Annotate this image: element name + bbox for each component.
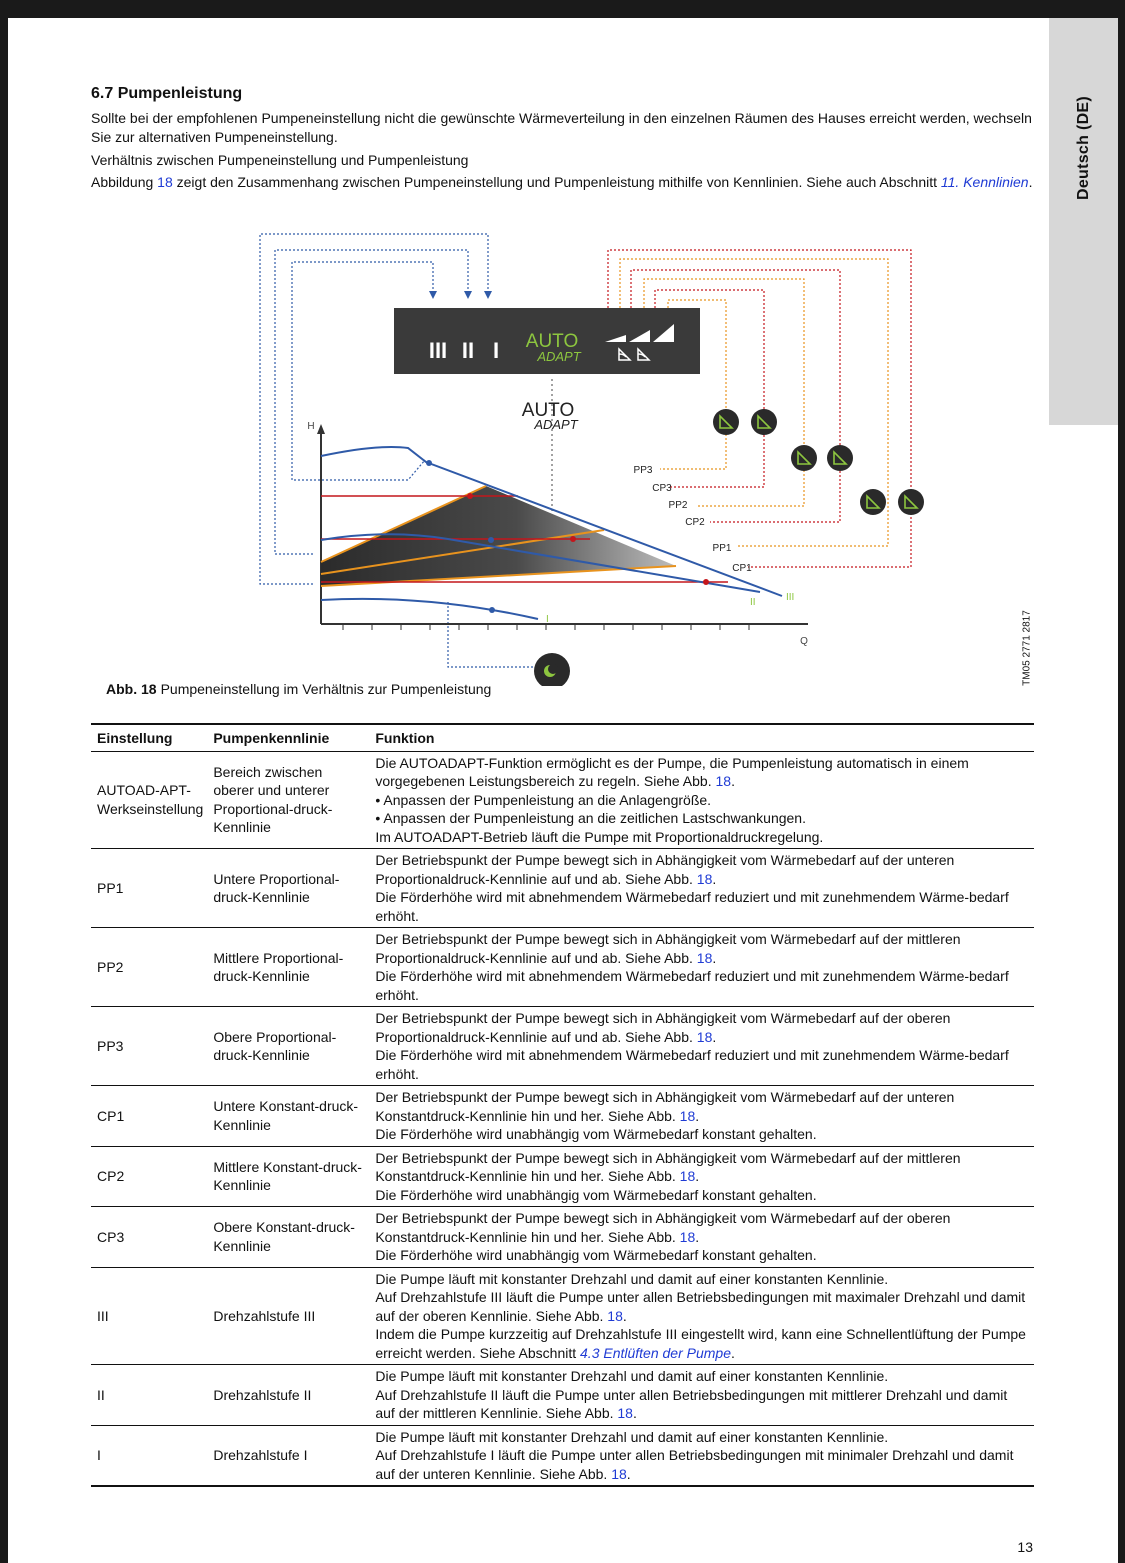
function-text: Auf Drehzahlstufe I läuft die Pumpe unter allen Betriebsbedingungen mit minimaler Drehzahl und damit auf der unteren Kennlinie. Siehe Abb.: [375, 1447, 1014, 1482]
figure-link[interactable]: 18: [157, 174, 173, 190]
table-row: [91, 751, 1034, 849]
function-cell: [369, 1007, 1034, 1086]
setting-cell: CP1: [91, 1086, 207, 1147]
label-CP1: CP1: [732, 563, 752, 574]
table-row: [91, 1365, 1034, 1426]
function-end: .: [695, 1107, 700, 1124]
speed-connectors: [260, 234, 533, 667]
setting-cell: I: [91, 1425, 207, 1486]
page-number: 13: [1017, 1539, 1033, 1555]
function-end: .: [695, 1168, 700, 1184]
function-line: [375, 1046, 1030, 1083]
mode-connectors: [608, 250, 911, 567]
function-text: Auf Drehzahlstufe III läuft die Pumpe unter allen Betriebsbedingungen mit maximaler Drehzahl und damit auf der oberen Kennlinie. Siehe Abb.: [375, 1289, 1026, 1324]
section-link-entlueften[interactable]: 4.3 Entlüften der Pumpe: [580, 1344, 732, 1361]
setting-cell: III: [91, 1267, 207, 1365]
function-text: Der Betriebspunkt der Pumpe bewegt sich in Abhängigkeit vom Wärmebedarf auf der oberen Konstantdruck-Kennlinie hin und her. Siehe Abb.: [375, 1210, 951, 1245]
function-cell: [369, 849, 1034, 928]
header-pumpenkennlinie: Pumpenkennlinie: [207, 724, 369, 751]
curve-cell: Mittlere Proportional-druck-Kennlinie: [207, 928, 369, 1007]
figure-link[interactable]: 18: [679, 1228, 696, 1245]
h-axis-label: H: [307, 421, 315, 432]
function-text: Der Betriebspunkt der Pumpe bewegt sich in Abhängigkeit vom Wärmebedarf auf der mittleren Konstantdruck-Kennlinie hin und her. Siehe Abb.: [375, 1149, 961, 1184]
function-cell: [369, 1086, 1034, 1147]
function-text: Der Betriebspunkt der Pumpe bewegt sich in Abhängigkeit vom Wärmebedarf auf der mittleren Proportionaldruck-Kennlinie auf und ab. Siehe Abb.: [375, 931, 961, 966]
function-line: [375, 967, 1030, 1004]
pump-curve-figure: [248, 224, 938, 686]
function-cell: [369, 1267, 1034, 1365]
curve-cell: Obere Konstant-druck-Kennlinie: [207, 1207, 369, 1268]
table-row: [91, 1207, 1034, 1268]
function-text: Der Betriebspunkt der Pumpe bewegt sich in Abhängigkeit vom Wärmebedarf auf der unteren Konstantdruck-Kennlinie hin und her. Siehe Abb.: [375, 1089, 955, 1124]
subheading-paragraph: Verhältnis zwischen Pumpeneinstellung und Pumpenleistung: [91, 152, 469, 168]
curve-cell: Drehzahlstufe I: [207, 1425, 369, 1486]
q-axis-label: Q: [800, 636, 808, 647]
settings-table: [91, 723, 1034, 1487]
function-end: .: [712, 870, 717, 887]
panel-auto: AUTO: [525, 331, 579, 352]
label-speed-I: I: [546, 614, 549, 625]
figure-link[interactable]: 18: [617, 1405, 633, 1421]
function-line: [375, 1386, 1030, 1423]
panel-speed-III: III: [428, 338, 448, 363]
graph-adapt-label: ADAPT: [534, 417, 578, 432]
label-speed-II: II: [750, 597, 756, 608]
setting-cell: PP2: [91, 928, 207, 1007]
function-text: Die Förderhöhe wird mit abnehmendem Wärmebedarf reduziert und mit zunehmendem Wärme-bedarf erhöht.: [375, 968, 1009, 1003]
curve-cell: Drehzahlstufe II: [207, 1365, 369, 1426]
function-line: [375, 930, 1030, 967]
curve-cell: Bereich zwischen oberer und unterer Proportional-druck-Kennlinie: [207, 751, 369, 849]
function-line: [375, 1428, 1030, 1447]
function-cell: [369, 1365, 1034, 1426]
setting-cell: CP3: [91, 1207, 207, 1268]
function-end: .: [622, 1307, 627, 1324]
para3-text: Abbildung: [91, 174, 158, 190]
manual-page: [8, 18, 1118, 1563]
table-header-row: [91, 724, 1034, 751]
setting-cell: PP3: [91, 1007, 207, 1086]
figure-link[interactable]: 18: [679, 1168, 696, 1184]
label-PP1: PP1: [712, 543, 732, 554]
graph-auto-label: AUTO: [521, 400, 575, 421]
setting-cell: CP2: [91, 1146, 207, 1207]
para3-text-2: zeigt den Zusammenhang zwischen Pumpeneinstellung und Pumpenleistung mithilfe von Kennlinien. Siehe auch Abschnitt: [172, 174, 941, 190]
table-row: [91, 1007, 1034, 1086]
figure-link[interactable]: 18: [715, 773, 732, 789]
figure-link[interactable]: 18: [696, 870, 713, 887]
function-line: [375, 1009, 1030, 1046]
function-line: [375, 809, 1030, 828]
function-text: Der Betriebspunkt der Pumpe bewegt sich in Abhängigkeit vom Wärmebedarf auf der unteren Proportionaldruck-Kennlinie auf und ab. Siehe Abb.: [375, 852, 955, 887]
curve-cell: Drehzahlstufe III: [207, 1267, 369, 1365]
label-PP2: PP2: [668, 500, 688, 511]
setting-cell: AUTOAD-APT-Werkseinstellung: [91, 751, 207, 849]
function-cell: [369, 1425, 1034, 1486]
function-line: [375, 1270, 1030, 1289]
figure-link[interactable]: 18: [696, 949, 713, 966]
function-cell: [369, 928, 1034, 1007]
figure-link[interactable]: 18: [696, 1028, 713, 1045]
table-row: [91, 1267, 1034, 1365]
function-end: .: [712, 949, 717, 966]
setting-cell: II: [91, 1365, 207, 1426]
caption-label: Abb. 18: [106, 681, 157, 697]
function-line: [375, 851, 1030, 888]
function-line: [375, 1209, 1030, 1246]
function-text: Die Förderhöhe wird unabhängig vom Wärmebedarf konstant gehalten.: [375, 1186, 817, 1203]
function-cell: [369, 751, 1034, 849]
function-text: Die Pumpe läuft mit konstanter Drehzahl und damit auf einer konstanten Kennlinie.: [375, 1270, 889, 1287]
figure-reference-paragraph: [91, 173, 1036, 192]
figure-link[interactable]: 18: [679, 1107, 696, 1124]
label-speed-III: III: [786, 592, 795, 603]
function-cell: [369, 1207, 1034, 1268]
language-tab: [1049, 18, 1118, 425]
figure-link[interactable]: 18: [611, 1465, 627, 1482]
para3-end: .: [1028, 174, 1033, 190]
drawing-code: TM05 2771 2817: [1021, 610, 1033, 686]
function-end: .: [626, 1465, 631, 1482]
function-text: Indem die Pumpe kurzzeitig auf Drehzahlstufe III eingestellt wird, kann eine Schnellentlüftung der Pumpe erreicht werden. Siehe Abschnitt: [375, 1326, 1026, 1361]
function-end: .: [731, 1344, 735, 1361]
function-text: Die Förderhöhe wird unabhängig vom Wärmebedarf konstant gehalten.: [375, 1126, 817, 1142]
section-link-kennlinien[interactable]: 11. Kennlinien: [940, 174, 1029, 190]
function-text: Die Förderhöhe wird mit abnehmendem Wärmebedarf reduziert und mit zunehmendem Wärme-bedarf erhöht.: [375, 1047, 1009, 1082]
function-line: [375, 1446, 1030, 1483]
function-line: [375, 754, 1030, 791]
intro-paragraph: Sollte bei der empfohlenen Pumpeneinstellung nicht die gewünschte Wärmeverteilung in den einzelnen Räumen des Hauses erreicht werden, wechseln Sie zur alternativen Pumpeneinstellung.: [91, 110, 1032, 145]
function-line: [375, 1186, 1030, 1205]
language-tab-label: Deutsch (DE): [1074, 95, 1092, 201]
table-row: [91, 849, 1034, 928]
speed-curve-labels: [546, 592, 794, 625]
function-text: Im AUTOADAPT-Betrieb läuft die Pumpe mit Proportionaldruckregelung.: [375, 828, 824, 845]
label-PP3: PP3: [633, 465, 653, 476]
header-einstellung: Einstellung: [91, 724, 207, 751]
header-funktion: Funktion: [369, 724, 1034, 751]
figure-link[interactable]: 18: [607, 1307, 623, 1324]
function-cell: [369, 1146, 1034, 1207]
panel-speed-I: I: [492, 338, 500, 363]
function-line: [375, 1149, 1030, 1186]
table-row: [91, 1146, 1034, 1207]
function-end: .: [695, 1228, 700, 1245]
function-line: [375, 888, 1030, 925]
function-line: [375, 1125, 1030, 1144]
function-text: Der Betriebspunkt der Pumpe bewegt sich in Abhängigkeit vom Wärmebedarf auf der oberen Proportionaldruck-Kennlinie auf und ab. Siehe Abb.: [375, 1010, 951, 1045]
function-end: .: [632, 1405, 637, 1421]
function-text: Auf Drehzahlstufe II läuft die Pumpe unter allen Betriebsbedingungen mit mittlerer Drehzahl und damit auf der mittleren Kennlinie. Siehe Abb.: [375, 1386, 1008, 1421]
function-text: Die Förderhöhe wird unabhängig vom Wärmebedarf konstant gehalten.: [375, 1247, 817, 1263]
panel-speed-II: II: [461, 338, 475, 363]
function-text: Anpassen der Pumpenleistung an die zeitlichen Lastschwankungen.: [383, 810, 806, 826]
table-row: [91, 928, 1034, 1007]
function-line: [375, 791, 1030, 810]
figure-caption: [106, 681, 491, 697]
label-CP2: CP2: [685, 517, 705, 528]
label-CP3: CP3: [652, 483, 672, 494]
curve-cell: Untere Konstant-druck-Kennlinie: [207, 1086, 369, 1147]
caption-text: Pumpeneinstellung im Verhältnis zur Pumpenleistung: [160, 681, 492, 697]
curve-cell: Mittlere Konstant-druck-Kennlinie: [207, 1146, 369, 1207]
function-line: [375, 1325, 1030, 1362]
function-line: [375, 1288, 1030, 1325]
function-line: [375, 1088, 1030, 1125]
table-row: [91, 1425, 1034, 1486]
function-text: Die Pumpe läuft mit konstanter Drehzahl und damit auf einer konstanten Kennlinie.: [375, 1368, 889, 1384]
curve-cell: Untere Proportional-druck-Kennlinie: [207, 849, 369, 928]
panel-adapt: ADAPT: [537, 349, 581, 364]
function-text: Die AUTOADAPT-Funktion ermöglicht es der Pumpe, die Pumpenleistung automatisch in einem vorgegebenen Leistungsbereich zu regeln. Siehe Abb.: [375, 754, 969, 789]
curve-cell: Obere Proportional-druck-Kennlinie: [207, 1007, 369, 1086]
setting-cell: PP1: [91, 849, 207, 928]
mode-buttons: [713, 409, 924, 515]
function-end: .: [712, 1028, 717, 1045]
function-text: Die Förderhöhe wird mit abnehmendem Wärmebedarf reduziert und mit zunehmendem Wärme-bedarf erhöht.: [375, 889, 1009, 924]
table-row: [91, 1086, 1034, 1147]
function-text: Anpassen der Pumpenleistung an die Anlagengröße.: [383, 791, 712, 808]
function-text: Die Pumpe läuft mit konstanter Drehzahl und damit auf einer konstanten Kennlinie.: [375, 1428, 889, 1445]
function-line: [375, 1367, 1030, 1386]
function-line: [375, 1246, 1030, 1265]
function-end: .: [731, 773, 735, 789]
section-heading: 6.7 Pumpenleistung: [91, 85, 243, 102]
function-line: [375, 828, 1030, 847]
